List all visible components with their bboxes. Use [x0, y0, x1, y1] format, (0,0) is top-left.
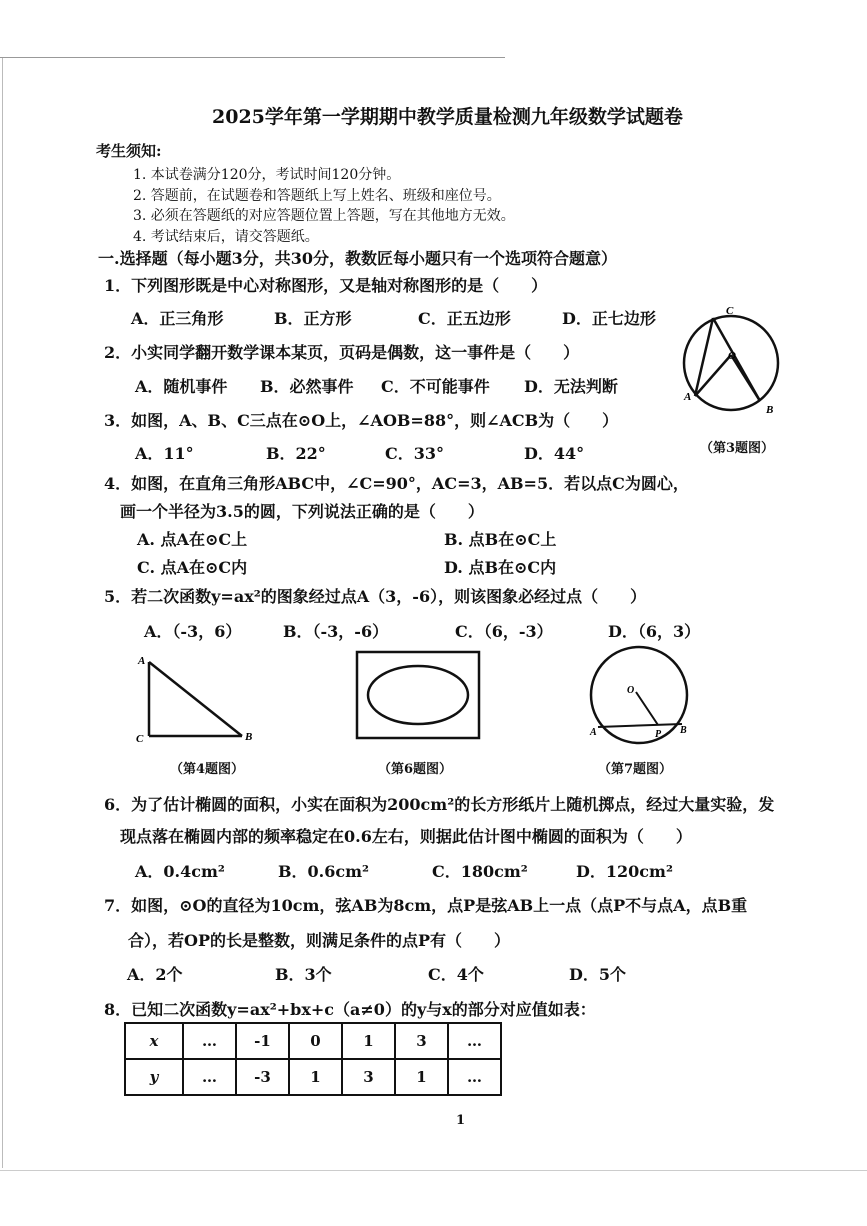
page-title: 2025学年第一学期期中教学质量检测九年级数学试题卷: [212, 106, 683, 128]
table-cell: 3: [395, 1023, 448, 1059]
fig4-label-a: A: [138, 655, 146, 667]
section-heading: 一.选择题（每小题3分，共30分，教数匠每小题只有一个选项符合题意）: [98, 249, 617, 268]
q7-option-c: C．4个: [428, 965, 484, 984]
fig3-label-o: O: [728, 350, 736, 362]
table-cell: …: [183, 1023, 236, 1059]
question-7-stem-cont: 合），若OP的长是整数，则满足条件的点P有（ ）: [128, 931, 511, 950]
figure-7-caption: （第7题图）: [598, 762, 673, 777]
q1-option-a: A．正三角形: [131, 309, 224, 328]
left-edge-rule: [2, 58, 3, 1168]
top-rule: [0, 57, 505, 58]
figure-3-caption: （第3题图）: [700, 441, 775, 456]
page-number: 1: [456, 1113, 466, 1128]
fig3-label-a: A: [684, 391, 692, 403]
table-cell: -1: [236, 1023, 289, 1059]
question-7-stem: 7．如图，⊙O的直径为10cm，弦AB为8cm，点P是弦AB上一点（点P不与点A，点B重: [104, 896, 748, 915]
table-cell: …: [448, 1023, 501, 1059]
q2-option-b: B．必然事件: [260, 377, 354, 396]
fig3-label-c: C: [726, 305, 734, 317]
notice-header: 考生须知:: [96, 142, 162, 160]
table-cell: 3: [342, 1059, 395, 1095]
value-table: [124, 1022, 502, 1096]
table-row-x: [125, 1023, 501, 1059]
table-cell: …: [183, 1059, 236, 1095]
table-cell: 1: [289, 1059, 342, 1095]
bottom-rule: [0, 1170, 867, 1171]
fig7-label-a: A: [590, 727, 597, 738]
table-cell: 0: [289, 1023, 342, 1059]
notice-item: 3. 必须在答题纸的对应答题位置上答题，写在其他地方无效。: [133, 208, 515, 224]
q2-option-c: C．不可能事件: [381, 377, 490, 396]
q4-option-a: A. 点A在⊙C上: [137, 530, 248, 549]
notice-item: 1. 本试卷满分120分，考试时间120分钟。: [133, 167, 401, 183]
q6-option-b: B．0.6cm²: [278, 862, 370, 881]
q4-option-d: D. 点B在⊙C内: [444, 558, 557, 577]
q3-option-c: C．33°: [385, 444, 445, 463]
table-cell: 1: [395, 1059, 448, 1095]
q1-option-b: B．正方形: [274, 309, 352, 328]
q6-option-d: D．120cm²: [576, 862, 673, 881]
q4-option-c: C. 点A在⊙C内: [137, 558, 248, 577]
notice-item: 4. 考试结束后，请交答题纸。: [133, 229, 319, 245]
figure-4-triangle: [130, 652, 260, 747]
q4-option-b: B. 点B在⊙C上: [444, 530, 557, 549]
figure-6-rectangle-ellipse: [355, 650, 485, 742]
figure-6-caption: （第6题图）: [378, 762, 453, 777]
figure-7-circle-chord: [585, 645, 695, 745]
question-4-stem-cont: 画一个半径为3.5的圆，下列说法正确的是（ ）: [120, 502, 484, 521]
q6-option-c: C．180cm²: [432, 862, 528, 881]
table-cell: x: [125, 1023, 183, 1059]
q5-option-d: D．（6，3）: [608, 622, 701, 641]
q5-option-c: C．（6，-3）: [455, 622, 553, 641]
q1-option-d: D．正七边形: [562, 309, 656, 328]
table-cell: 1: [342, 1023, 395, 1059]
notice-item: 2. 答题前，在试题卷和答题纸上写上姓名、班级和座位号。: [133, 188, 501, 204]
q2-option-d: D．无法判断: [524, 377, 618, 396]
q1-option-c: C．正五边形: [418, 309, 511, 328]
table-row-y: [125, 1059, 501, 1095]
question-8-stem: 8．已知二次函数y=ax²+bx+c（a≠0）的y与x的部分对应值如表：: [104, 1000, 596, 1019]
table-cell: -3: [236, 1059, 289, 1095]
question-5-stem: 5．若二次函数y=ax²的图象经过点A（3，-6），则该图象必经过点（ ）: [104, 587, 647, 606]
table-cell: y: [125, 1059, 183, 1095]
question-3-stem: 3．如图，A、B、C三点在⊙O上，∠AOB=88°，则∠ACB为（ ）: [104, 411, 619, 430]
q2-option-a: A．随机事件: [135, 377, 228, 396]
fig3-label-b: B: [766, 404, 774, 416]
fig4-label-b: B: [245, 731, 253, 743]
question-6-stem: 6．为了估计椭圆的面积，小实在面积为200cm²的长方形纸片上随机掷点，经过大量实验，发: [104, 795, 775, 814]
q5-option-a: A．（-3，6）: [144, 622, 242, 641]
fig4-label-c: C: [136, 733, 144, 745]
fig7-label-o: O: [627, 685, 635, 696]
q7-option-d: D．5个: [569, 965, 627, 984]
q7-option-b: B．3个: [275, 965, 332, 984]
question-2-stem: 2．小实同学翻开数学课本某页，页码是偶数，这一事件是（ ）: [104, 343, 580, 362]
table-cell: …: [448, 1059, 501, 1095]
figure-4-caption: （第4题图）: [170, 762, 245, 777]
q6-option-a: A．0.4cm²: [135, 862, 225, 881]
figure-3-circle: [682, 305, 792, 455]
question-4-stem: 4．如图，在直角三角形ABC中，∠C=90°，AC=3，AB=5．若以点C为圆心，: [104, 474, 689, 493]
question-6-stem-cont: 现点落在椭圆内部的频率稳定在0.6左右，则据此估计图中椭圆的面积为（ ）: [120, 827, 692, 846]
q5-option-b: B．（-3，-6）: [283, 622, 389, 641]
q3-option-d: D．44°: [524, 444, 585, 463]
q7-option-a: A．2个: [127, 965, 183, 984]
fig7-label-b: B: [680, 725, 687, 736]
q3-option-a: A．11°: [135, 444, 194, 463]
q3-option-b: B．22°: [266, 444, 326, 463]
question-1-stem: 1．下列图形既是中心对称图形，又是轴对称图形的是（ ）: [104, 276, 548, 295]
fig7-label-p: P: [655, 729, 662, 740]
